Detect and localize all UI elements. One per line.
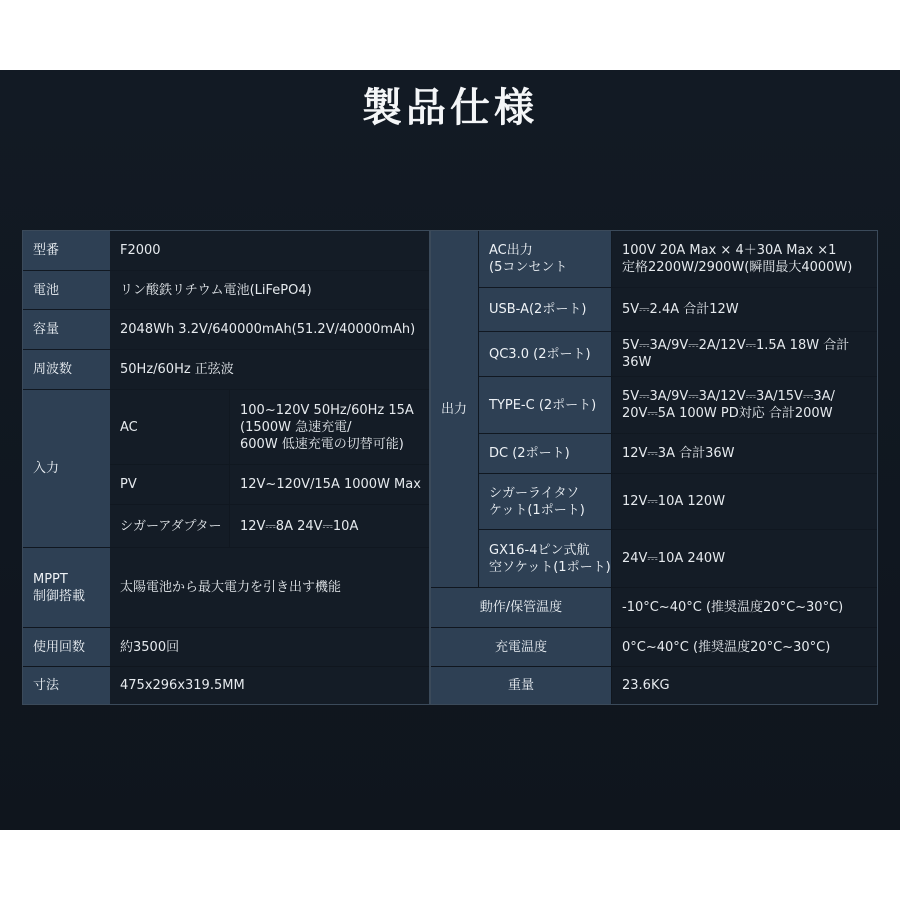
size-label: 寸法 [23,667,110,704]
op-temp-label: 動作/保管温度 [431,588,611,627]
input-ac-value: 100~120V 50Hz/60Hz 15A (1500W 急速充電/ 600W 低速充電の切替可能) [230,390,429,464]
mppt-value: 太陽電池から最大電力を引き出す機能 [110,548,429,627]
model-label: 型番 [23,231,110,270]
input-cigar-value: 12V⎓8A 24V⎓10A [230,505,429,547]
output-cigar-label: シガーライタソ ケット(1ポート) [479,474,611,529]
size-value: 475x296x319.5MM [110,667,429,704]
output-qc-value: 5V⎓3A/9V⎓2A/12V⎓1.5A 18W 合計36W [612,332,877,376]
input-label: 入力 [23,390,110,547]
output-usba-value: 5V⎓2.4A 合計12W [612,288,877,331]
input-cigar-label: シガーアダプター [110,505,229,547]
output-gx16-value: 24V⎓10A 240W [612,530,877,587]
output-ac-label: AC出力 (5コンセント [479,231,611,287]
output-gx16-label: GX16-4ピン式航 空ソケット(1ポート) [479,530,611,587]
weight-label: 重量 [431,667,611,704]
charge-temp-label: 充電温度 [431,628,611,666]
output-typec-label: TYPE-C (2ポート) [479,377,611,433]
battery-value: リン酸鉄リチウム電池(LiFePO4) [110,271,429,309]
output-usba-label: USB-A(2ポート) [479,288,611,331]
output-dc-label: DC (2ポート) [479,434,611,473]
mppt-label: MPPT 制御搭載 [23,548,110,627]
frequency-value: 50Hz/60Hz 正弦波 [110,350,429,389]
op-temp-value: -10°C~40°C (推奨温度20°C~30°C) [612,588,877,627]
cycles-value: 約3500回 [110,628,429,666]
output-ac-value: 100V 20A Max × 4＋30A Max ×1 定格2200W/2900W(瞬間最大4000W) [612,231,877,287]
output-label: 出力 [431,231,478,587]
capacity-value: 2048Wh 3.2V/640000mAh(51.2V/40000mAh) [110,310,429,349]
capacity-label: 容量 [23,310,110,349]
frequency-label: 周波数 [23,350,110,389]
output-dc-value: 12V⎓3A 合計36W [612,434,877,473]
spec-table-right [430,230,878,705]
weight-value: 23.6KG [612,667,877,704]
input-ac-label: AC [110,390,229,464]
output-qc-label: QC3.0 (2ポート) [479,332,611,376]
page-title: 製品仕様 [362,85,538,131]
spec-table-left [22,230,430,705]
input-pv-label: PV [110,465,229,504]
model-value: F2000 [110,231,429,270]
output-typec-value: 5V⎓3A/9V⎓3A/12V⎓3A/15V⎓3A/ 20V⎓5A 100W PD対応 合計200W [612,377,877,433]
charge-temp-value: 0°C~40°C (推奨温度20°C~30°C) [612,628,877,666]
input-pv-value: 12V~120V/15A 1000W Max [230,465,429,504]
cycles-label: 使用回数 [23,628,110,666]
output-cigar-value: 12V⎓10A 120W [612,474,877,529]
battery-label: 電池 [23,271,110,309]
